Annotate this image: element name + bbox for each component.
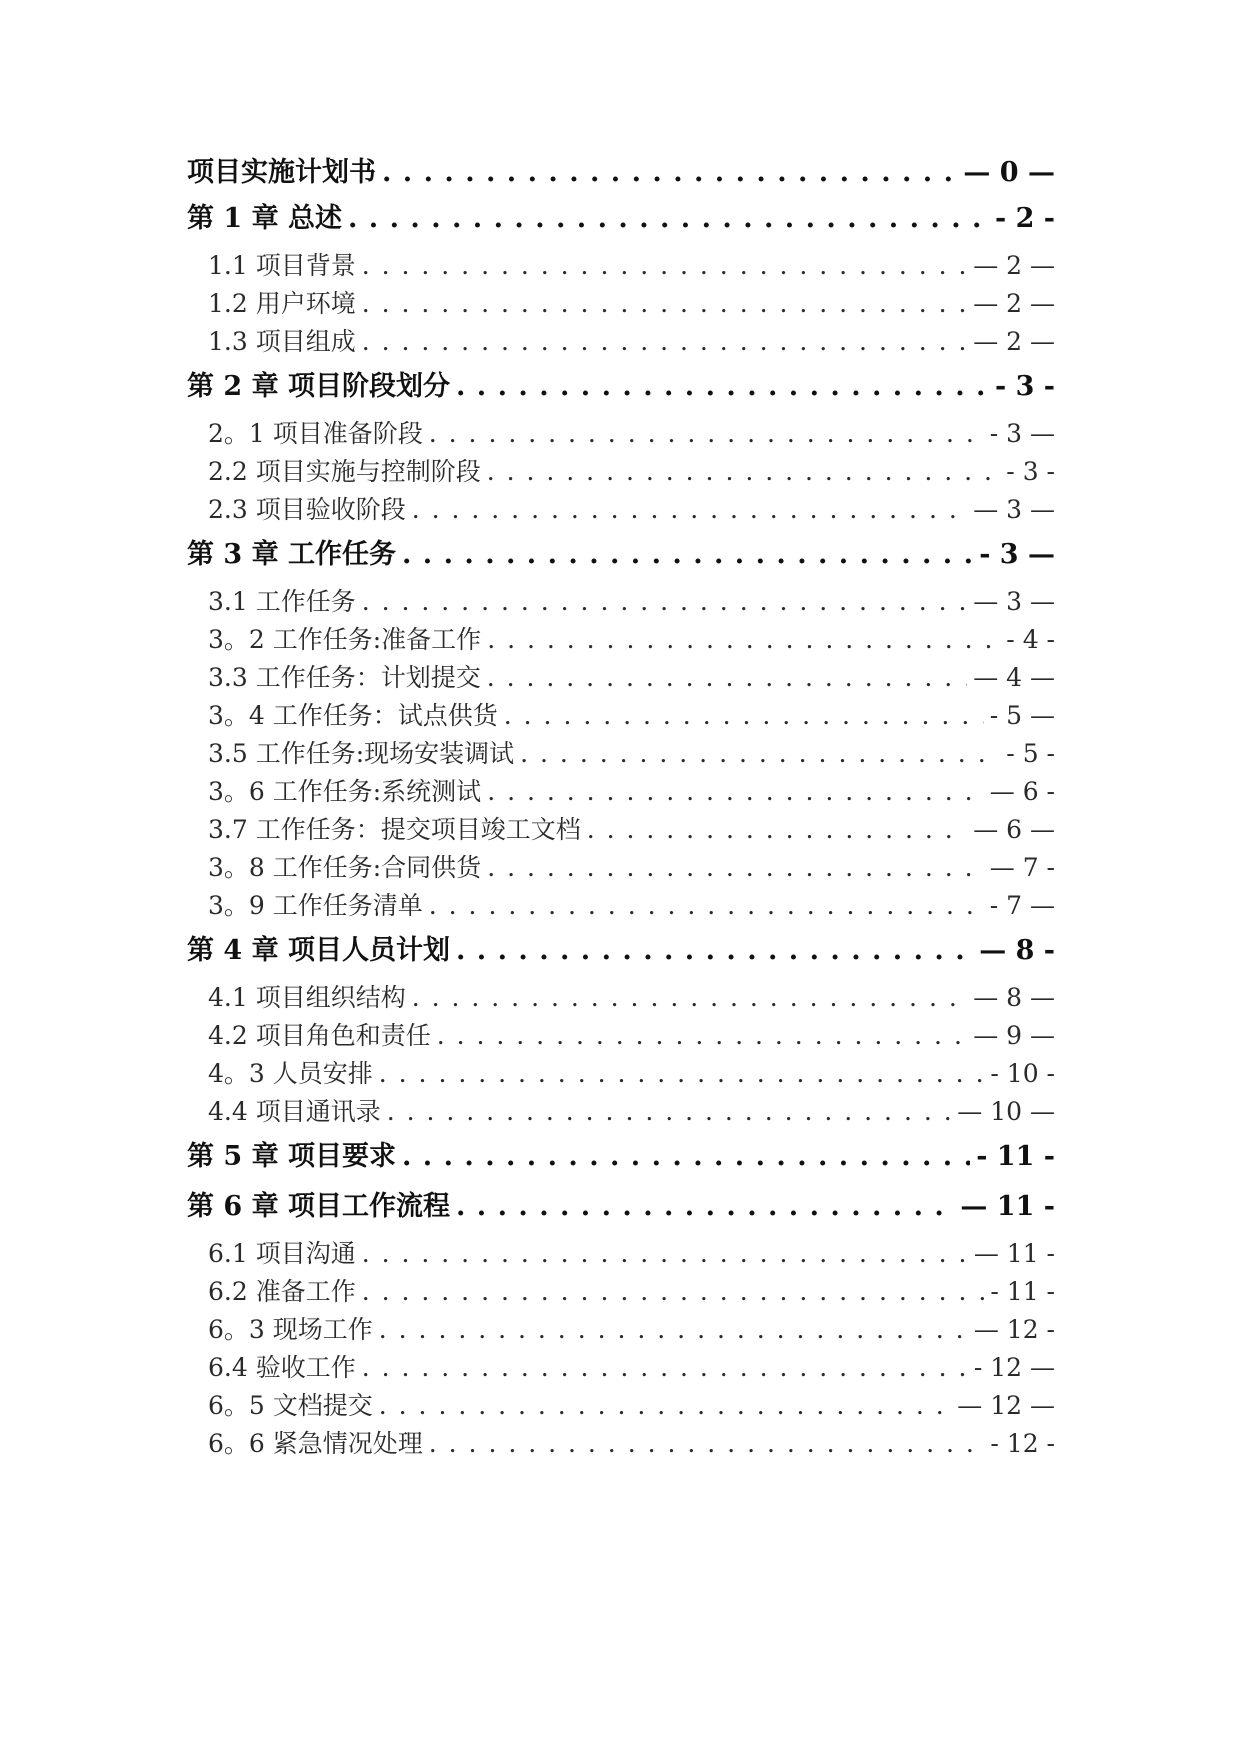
toc-leader-dots	[412, 495, 967, 524]
toc-entry-page: — 12 -	[973, 1315, 1055, 1344]
toc-entry-title: 6.1 项目沟通	[208, 1239, 356, 1268]
toc-entry-title: 第 4 章 项目人员计划	[187, 935, 450, 966]
toc-entry-title: 第 1 章 总述	[187, 203, 342, 234]
toc-entry-section-6-3[interactable]	[187, 1310, 1055, 1348]
toc-entry-title: 3.3 工作任务：计划提交	[208, 663, 481, 692]
toc-entry-page: — 6 -	[989, 777, 1055, 806]
toc-leader-dots	[402, 539, 973, 570]
toc-entry-section-6-6[interactable]	[187, 1424, 1055, 1462]
toc-entry-section-3-7[interactable]	[187, 810, 1055, 848]
toc-entry-section-6-4[interactable]	[187, 1348, 1055, 1386]
toc-leader-dots	[362, 1239, 968, 1268]
toc-leader-dots	[587, 815, 967, 844]
toc-entry-page: — 0 —	[963, 157, 1055, 188]
toc-leader-dots	[362, 327, 967, 356]
toc-entry-page: - 7 —	[989, 891, 1055, 920]
toc-entry-title: 2.3 项目验收阶段	[208, 495, 406, 524]
toc-entry-title: 3.7 工作任务：提交项目竣工文档	[208, 815, 581, 844]
toc-entry-title: 第 2 章 项目阶段划分	[187, 371, 450, 402]
toc-entry-title: 3。4 工作任务：试点供货	[208, 701, 498, 730]
toc-entry-page: — 12 —	[957, 1391, 1055, 1420]
toc-leader-dots	[487, 853, 984, 882]
toc-leader-dots	[437, 1021, 967, 1050]
toc-entry-section-3-8[interactable]	[187, 848, 1055, 886]
toc-entry-title: 4.1 项目组织结构	[208, 983, 406, 1012]
toc-leader-dots	[487, 457, 1001, 486]
toc-entry-title: 6.4 验收工作	[208, 1353, 356, 1382]
toc-entry-title: 1.1 项目背景	[208, 251, 356, 280]
toc-entry-section-6-5[interactable]	[187, 1386, 1055, 1424]
toc-entry-section-2-2[interactable]	[187, 452, 1055, 490]
toc-leader-dots	[402, 1141, 970, 1172]
toc-leader-dots	[456, 935, 973, 966]
toc-leader-dots	[456, 1191, 954, 1222]
toc-entry-section-2-3[interactable]	[187, 490, 1055, 532]
toc-entry-section-6-2[interactable]	[187, 1272, 1055, 1310]
toc-entry-title: 2.2 项目实施与控制阶段	[208, 457, 481, 486]
toc-entry-title: 3.5 工作任务:现场安装调试	[208, 739, 515, 768]
toc-entry-page: — 6 —	[973, 815, 1055, 844]
toc-leader-dots	[520, 739, 1000, 768]
toc-leader-dots	[487, 777, 984, 806]
toc-leader-dots	[382, 157, 957, 188]
toc-entry-section-1-3[interactable]	[187, 322, 1055, 364]
toc-leader-dots	[387, 1097, 952, 1126]
toc-entry-title: 3。8 工作任务:合同供货	[208, 853, 482, 882]
toc-entry-page: — 7 -	[989, 853, 1055, 882]
toc-entry-title: 2。1 项目准备阶段	[208, 419, 423, 448]
toc-entry-title: 3。6 工作任务:系统测试	[208, 777, 482, 806]
toc-entry-page: - 4 -	[1006, 625, 1055, 654]
toc-entry-section-3-4[interactable]	[187, 696, 1055, 734]
toc-leader-dots	[412, 983, 967, 1012]
toc-entry-section-4-1[interactable]	[187, 978, 1055, 1016]
toc-entry-title: 3。2 工作任务:准备工作	[208, 625, 482, 654]
toc-entry-page: - 11 -	[976, 1141, 1055, 1172]
toc-entry-page: — 2 —	[973, 327, 1055, 356]
toc-leader-dots	[429, 419, 984, 448]
toc-entry-section-3-2[interactable]	[187, 620, 1055, 658]
toc-entry-page: — 4 —	[973, 663, 1055, 692]
toc-entry-title: 6。6 紧急情况处理	[208, 1429, 423, 1458]
toc-entry-chapter-3[interactable]	[187, 532, 1055, 582]
toc-leader-dots	[456, 371, 989, 402]
toc-entry-page: - 2 -	[995, 203, 1055, 234]
toc-entry-section-3-5[interactable]	[187, 734, 1055, 772]
toc-entry-page: - 3 —	[989, 419, 1055, 448]
toc-leader-dots	[348, 203, 989, 234]
toc-leader-dots	[362, 1277, 985, 1306]
toc-entry-page: - 10 -	[990, 1059, 1055, 1088]
table-of-contents	[187, 150, 1055, 1462]
toc-entry-chapter-5[interactable]	[187, 1134, 1055, 1184]
toc-entry-section-1-1[interactable]	[187, 246, 1055, 284]
toc-entry-section-4-2[interactable]	[187, 1016, 1055, 1054]
toc-leader-dots	[379, 1391, 952, 1420]
toc-entry-section-3-6[interactable]	[187, 772, 1055, 810]
toc-entry-page: — 8 —	[973, 983, 1055, 1012]
toc-entry-page: — 9 —	[973, 1021, 1055, 1050]
toc-leader-dots	[429, 1429, 985, 1458]
toc-entry-section-6-1[interactable]	[187, 1234, 1055, 1272]
toc-entry-page: — 11 -	[960, 1191, 1055, 1222]
toc-leader-dots	[429, 891, 984, 920]
toc-entry-page: - 3 -	[1006, 457, 1055, 486]
toc-leader-dots	[487, 625, 1000, 654]
toc-entry-title: 1.3 项目组成	[208, 327, 356, 356]
toc-entry-page: - 12 —	[973, 1353, 1055, 1382]
toc-entry-section-1-2[interactable]	[187, 284, 1055, 322]
toc-entry-title: 第 6 章 项目工作流程	[187, 1191, 450, 1222]
toc-entry-title: 6.2 准备工作	[208, 1277, 356, 1306]
toc-leader-dots	[362, 251, 967, 280]
toc-entry-title: 4。3 人员安排	[208, 1059, 373, 1088]
toc-leader-dots	[362, 1353, 968, 1382]
toc-entry-page: - 11 -	[990, 1277, 1055, 1306]
toc-entry-page: - 3 —	[979, 539, 1055, 570]
toc-leader-dots	[362, 587, 967, 616]
toc-entry-page: - 3 -	[995, 371, 1055, 402]
toc-entry-title: 6。5 文档提交	[208, 1391, 373, 1420]
toc-entry-chapter-4[interactable]	[187, 928, 1055, 978]
toc-entry-title: 第 5 章 项目要求	[187, 1141, 396, 1172]
toc-leader-dots	[379, 1059, 985, 1088]
toc-entry-chapter-2[interactable]	[187, 364, 1055, 414]
toc-entry-page: — 8 -	[979, 935, 1055, 966]
toc-entry-page: - 12 -	[990, 1429, 1055, 1458]
toc-entry-page: — 2 —	[973, 289, 1055, 318]
toc-entry-section-3-3[interactable]	[187, 658, 1055, 696]
toc-entry-title: 第 3 章 工作任务	[187, 539, 396, 570]
toc-entry-title: 项目实施计划书	[187, 157, 376, 188]
toc-entry-page: — 11 -	[973, 1239, 1055, 1268]
toc-entry-section-4-3[interactable]	[187, 1054, 1055, 1092]
toc-entry-page: - 5 -	[1006, 739, 1055, 768]
toc-entry-title: 1.2 用户环境	[208, 289, 356, 318]
toc-entry-section-2-1[interactable]	[187, 414, 1055, 452]
toc-leader-dots	[504, 701, 984, 730]
toc-entry-section-3-9[interactable]	[187, 886, 1055, 928]
toc-entry-page: — 2 —	[973, 251, 1055, 280]
toc-entry-page: — 3 —	[973, 587, 1055, 616]
toc-entry-section-4-4[interactable]	[187, 1092, 1055, 1134]
toc-entry-title: 6。3 现场工作	[208, 1315, 373, 1344]
toc-entry-page: — 10 —	[957, 1097, 1055, 1126]
toc-entry-title: 3.1 工作任务	[208, 587, 356, 616]
toc-entry-page: — 3 —	[973, 495, 1055, 524]
toc-entry-section-3-1[interactable]	[187, 582, 1055, 620]
toc-entry-chapter-1[interactable]	[187, 196, 1055, 246]
toc-entry-document-title[interactable]	[187, 150, 1055, 196]
toc-entry-title: 4.4 项目通讯录	[208, 1097, 381, 1126]
toc-entry-chapter-6[interactable]	[187, 1184, 1055, 1234]
toc-leader-dots	[487, 663, 967, 692]
toc-leader-dots	[379, 1315, 968, 1344]
toc-leader-dots	[362, 289, 967, 318]
toc-entry-title: 4.2 项目角色和责任	[208, 1021, 431, 1050]
toc-entry-page: - 5 —	[989, 701, 1055, 730]
toc-entry-title: 3。9 工作任务清单	[208, 891, 423, 920]
